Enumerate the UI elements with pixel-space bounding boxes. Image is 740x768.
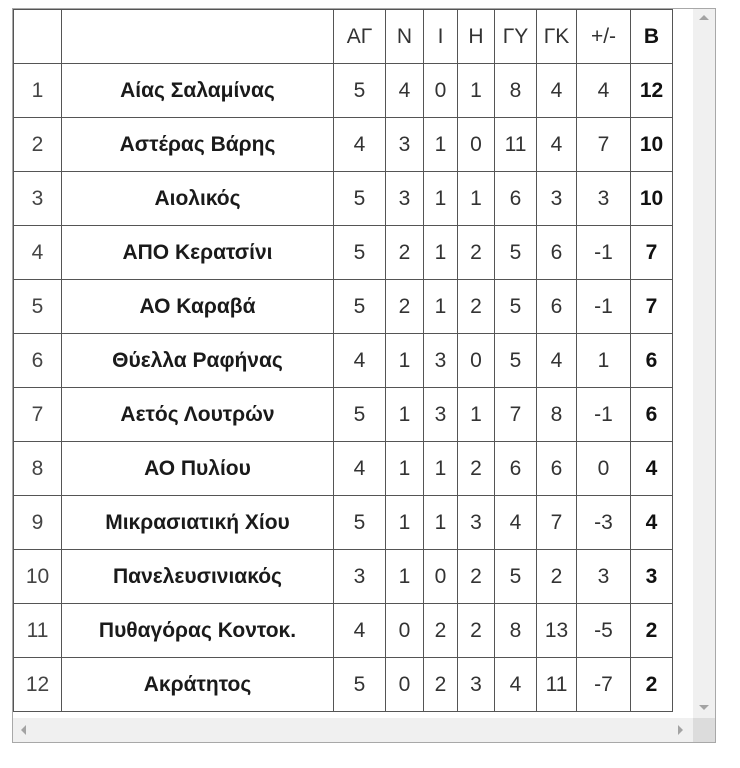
draws-cell: 1 bbox=[424, 226, 458, 280]
scroll-down-arrow-icon[interactable] bbox=[699, 705, 709, 710]
goals-for-cell: 5 bbox=[495, 226, 537, 280]
header-goals-for: ΓΥ bbox=[495, 10, 537, 64]
losses-cell: 2 bbox=[458, 442, 495, 496]
points-cell: 6 bbox=[631, 388, 673, 442]
goals-for-cell: 11 bbox=[495, 118, 537, 172]
goals-against-cell: 3 bbox=[537, 172, 577, 226]
draws-cell: 1 bbox=[424, 118, 458, 172]
draws-cell: 2 bbox=[424, 604, 458, 658]
draws-cell: 1 bbox=[424, 496, 458, 550]
draws-cell: 3 bbox=[424, 388, 458, 442]
played-cell: 4 bbox=[334, 334, 386, 388]
played-cell: 4 bbox=[334, 118, 386, 172]
header-points: Β bbox=[631, 10, 673, 64]
position-cell: 2 bbox=[14, 118, 62, 172]
position-cell: 9 bbox=[14, 496, 62, 550]
wins-cell: 1 bbox=[386, 334, 424, 388]
wins-cell: 2 bbox=[386, 280, 424, 334]
played-cell: 5 bbox=[334, 226, 386, 280]
points-cell: 3 bbox=[631, 550, 673, 604]
goals-for-cell: 4 bbox=[495, 496, 537, 550]
losses-cell: 1 bbox=[458, 64, 495, 118]
goals-for-cell: 8 bbox=[495, 64, 537, 118]
goal-difference-cell: -7 bbox=[577, 658, 631, 712]
points-cell: 12 bbox=[631, 64, 673, 118]
points-cell: 4 bbox=[631, 496, 673, 550]
team-name-cell: ΑΟ Πυλίου bbox=[62, 442, 334, 496]
goals-for-cell: 6 bbox=[495, 172, 537, 226]
team-name-cell: Ακράτητος bbox=[62, 658, 334, 712]
team-name-cell: Αιολικός bbox=[62, 172, 334, 226]
team-name-cell: ΑΠΟ Κερατσίνι bbox=[62, 226, 334, 280]
wins-cell: 1 bbox=[386, 496, 424, 550]
draws-cell: 1 bbox=[424, 172, 458, 226]
table-row bbox=[14, 334, 673, 388]
losses-cell: 0 bbox=[458, 118, 495, 172]
table-row bbox=[14, 280, 673, 334]
losses-cell: 1 bbox=[458, 172, 495, 226]
team-name-cell: Θύελλα Ραφήνας bbox=[62, 334, 334, 388]
goals-for-cell: 4 bbox=[495, 658, 537, 712]
position-cell: 11 bbox=[14, 604, 62, 658]
header-wins: Ν bbox=[386, 10, 424, 64]
scroll-right-arrow-icon[interactable] bbox=[678, 725, 683, 735]
team-name-cell: Αίας Σαλαμίνας bbox=[62, 64, 334, 118]
points-cell: 6 bbox=[631, 334, 673, 388]
table-row bbox=[14, 442, 673, 496]
goal-difference-cell: 0 bbox=[577, 442, 631, 496]
scroll-up-arrow-icon[interactable] bbox=[699, 15, 709, 20]
goals-for-cell: 6 bbox=[495, 442, 537, 496]
draws-cell: 1 bbox=[424, 442, 458, 496]
position-cell: 5 bbox=[14, 280, 62, 334]
goals-against-cell: 4 bbox=[537, 64, 577, 118]
goals-for-cell: 5 bbox=[495, 280, 537, 334]
header-played: ΑΓ bbox=[334, 10, 386, 64]
wins-cell: 1 bbox=[386, 388, 424, 442]
header-goal-difference: +/- bbox=[577, 10, 631, 64]
goals-against-cell: 11 bbox=[537, 658, 577, 712]
losses-cell: 2 bbox=[458, 604, 495, 658]
points-cell: 4 bbox=[631, 442, 673, 496]
draws-cell: 0 bbox=[424, 550, 458, 604]
position-cell: 4 bbox=[14, 226, 62, 280]
played-cell: 3 bbox=[334, 550, 386, 604]
goals-against-cell: 7 bbox=[537, 496, 577, 550]
position-cell: 12 bbox=[14, 658, 62, 712]
points-cell: 10 bbox=[631, 118, 673, 172]
scrollbar-corner bbox=[693, 718, 715, 742]
goal-difference-cell: -1 bbox=[577, 280, 631, 334]
played-cell: 5 bbox=[334, 388, 386, 442]
goal-difference-cell: 4 bbox=[577, 64, 631, 118]
losses-cell: 3 bbox=[458, 658, 495, 712]
wins-cell: 1 bbox=[386, 550, 424, 604]
points-cell: 10 bbox=[631, 172, 673, 226]
wins-cell: 3 bbox=[386, 118, 424, 172]
played-cell: 5 bbox=[334, 64, 386, 118]
header-losses: Η bbox=[458, 10, 495, 64]
draws-cell: 3 bbox=[424, 334, 458, 388]
header-row bbox=[14, 10, 673, 64]
table-viewport bbox=[13, 9, 693, 718]
position-cell: 1 bbox=[14, 64, 62, 118]
table-row bbox=[14, 388, 673, 442]
table-row bbox=[14, 64, 673, 118]
header-goals-against: ΓΚ bbox=[537, 10, 577, 64]
position-cell: 6 bbox=[14, 334, 62, 388]
wins-cell: 1 bbox=[386, 442, 424, 496]
goal-difference-cell: 3 bbox=[577, 172, 631, 226]
position-cell: 3 bbox=[14, 172, 62, 226]
table-row bbox=[14, 658, 673, 712]
header-team bbox=[62, 10, 334, 64]
losses-cell: 2 bbox=[458, 226, 495, 280]
losses-cell: 2 bbox=[458, 280, 495, 334]
table-row bbox=[14, 118, 673, 172]
standings-table bbox=[13, 9, 673, 712]
points-cell: 7 bbox=[631, 226, 673, 280]
header-draws: Ι bbox=[424, 10, 458, 64]
goal-difference-cell: 3 bbox=[577, 550, 631, 604]
goal-difference-cell: -3 bbox=[577, 496, 631, 550]
scroll-left-arrow-icon[interactable] bbox=[21, 725, 26, 735]
goals-against-cell: 6 bbox=[537, 226, 577, 280]
position-cell: 7 bbox=[14, 388, 62, 442]
losses-cell: 1 bbox=[458, 388, 495, 442]
horizontal-scrollbar[interactable] bbox=[13, 718, 693, 742]
goals-against-cell: 6 bbox=[537, 442, 577, 496]
goal-difference-cell: 7 bbox=[577, 118, 631, 172]
played-cell: 5 bbox=[334, 280, 386, 334]
header-position bbox=[14, 10, 62, 64]
table-row bbox=[14, 550, 673, 604]
goals-for-cell: 5 bbox=[495, 334, 537, 388]
goals-against-cell: 13 bbox=[537, 604, 577, 658]
losses-cell: 0 bbox=[458, 334, 495, 388]
team-name-cell: Πανελευσινιακός bbox=[62, 550, 334, 604]
losses-cell: 2 bbox=[458, 550, 495, 604]
table-row bbox=[14, 496, 673, 550]
goal-difference-cell: -1 bbox=[577, 226, 631, 280]
team-name-cell: Μικρασιατική Χίου bbox=[62, 496, 334, 550]
wins-cell: 4 bbox=[386, 64, 424, 118]
goals-for-cell: 7 bbox=[495, 388, 537, 442]
goals-against-cell: 8 bbox=[537, 388, 577, 442]
goals-for-cell: 8 bbox=[495, 604, 537, 658]
draws-cell: 0 bbox=[424, 64, 458, 118]
goals-for-cell: 5 bbox=[495, 550, 537, 604]
team-name-cell: ΑΟ Καραβά bbox=[62, 280, 334, 334]
wins-cell: 3 bbox=[386, 172, 424, 226]
goal-difference-cell: -5 bbox=[577, 604, 631, 658]
wins-cell: 0 bbox=[386, 658, 424, 712]
points-cell: 7 bbox=[631, 280, 673, 334]
team-name-cell: Αστέρας Βάρης bbox=[62, 118, 334, 172]
wins-cell: 2 bbox=[386, 226, 424, 280]
team-name-cell: Πυθαγόρας Κοντοκ. bbox=[62, 604, 334, 658]
standings-scroll-container bbox=[12, 8, 716, 743]
position-cell: 8 bbox=[14, 442, 62, 496]
goals-against-cell: 2 bbox=[537, 550, 577, 604]
table-row bbox=[14, 604, 673, 658]
played-cell: 5 bbox=[334, 496, 386, 550]
goal-difference-cell: 1 bbox=[577, 334, 631, 388]
table-row bbox=[14, 172, 673, 226]
goals-against-cell: 4 bbox=[537, 118, 577, 172]
draws-cell: 1 bbox=[424, 280, 458, 334]
table-row bbox=[14, 226, 673, 280]
goals-against-cell: 6 bbox=[537, 280, 577, 334]
goal-difference-cell: -1 bbox=[577, 388, 631, 442]
losses-cell: 3 bbox=[458, 496, 495, 550]
played-cell: 5 bbox=[334, 172, 386, 226]
goals-against-cell: 4 bbox=[537, 334, 577, 388]
position-cell: 10 bbox=[14, 550, 62, 604]
wins-cell: 0 bbox=[386, 604, 424, 658]
played-cell: 4 bbox=[334, 604, 386, 658]
played-cell: 4 bbox=[334, 442, 386, 496]
draws-cell: 2 bbox=[424, 658, 458, 712]
team-name-cell: Αετός Λουτρών bbox=[62, 388, 334, 442]
played-cell: 5 bbox=[334, 658, 386, 712]
points-cell: 2 bbox=[631, 658, 673, 712]
vertical-scrollbar[interactable] bbox=[693, 9, 715, 718]
points-cell: 2 bbox=[631, 604, 673, 658]
